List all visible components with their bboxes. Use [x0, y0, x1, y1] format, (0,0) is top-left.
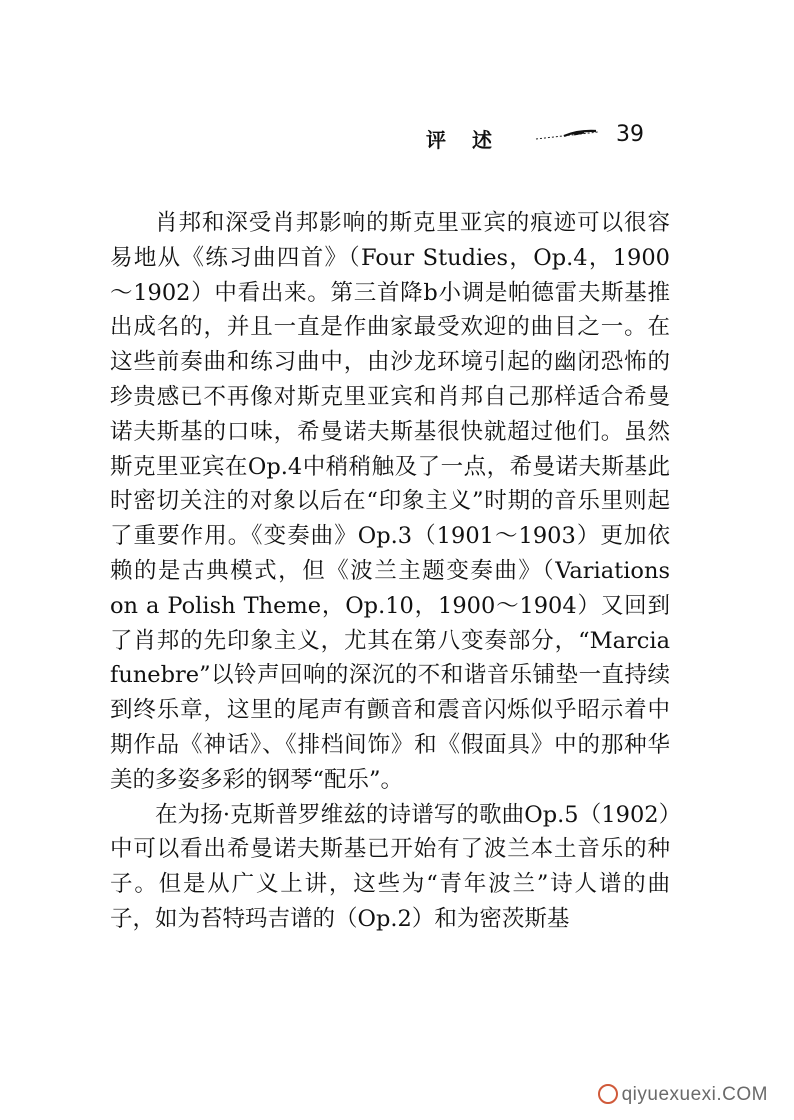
- header-ornament-icon: [534, 128, 600, 142]
- watermark-text: qiyuexuexi.COM: [621, 1084, 768, 1105]
- paragraph: 在为扬·克斯普罗维兹的诗谱写的歌曲Op.5（1902）中可以看出希曼诺夫斯基已开始有了波兰本土音乐的种子。但是从广义上讲，这些为“青年波兰”诗人谱的曲子，如为苔特玛吉谱的（Op.2）和为密茨斯基: [110, 801, 670, 932]
- body-text: [110, 206, 670, 937]
- paragraph: 肖邦和深受肖邦影响的斯克里亚宾的痕迹可以很容易地从《练习曲四首》（Four Studies，Op.4，1900～1902）中看出来。第三首降b小调是帕德雷夫斯基推出成名的，并且一直是作曲家最受欢迎的曲目之一。在这些前奏曲和练习曲中，由沙龙环境引起的幽闭恐怖的珍贵感已不再像对斯克里亚宾和肖邦自己那样适合希曼诺夫斯基的口味，希曼诺夫斯基很快就超过他们。虽然斯克里亚宾在Op.4中稍稍触及了一点，希曼诺夫斯基此时密切关注的对象以后在“印象主义”时期的音乐里则起了重要作用。《变奏曲》Op.3（1901～1903）更加依赖的是古典模式，但《波兰主题变奏曲》（Variations on a Polish Theme，Op.10，1900～1904）又回到了肖邦的先印象主义，尤其在第八变奏部分，“Marcia funebre”以铃声回响的深沉的不和谐音乐铺垫一直持续到终乐章，这里的尾声有颤音和震音闪烁似乎昭示着中期作品《神话》、《排档间饰》和《假面具》中的那种华美的多姿多彩的钢琴“配乐”。: [110, 210, 670, 793]
- watermark-logo-icon: [598, 1084, 618, 1104]
- running-header: [420, 122, 660, 154]
- page-number: 39: [616, 122, 644, 147]
- watermark: [598, 1084, 768, 1106]
- header-title: 评述: [426, 128, 518, 152]
